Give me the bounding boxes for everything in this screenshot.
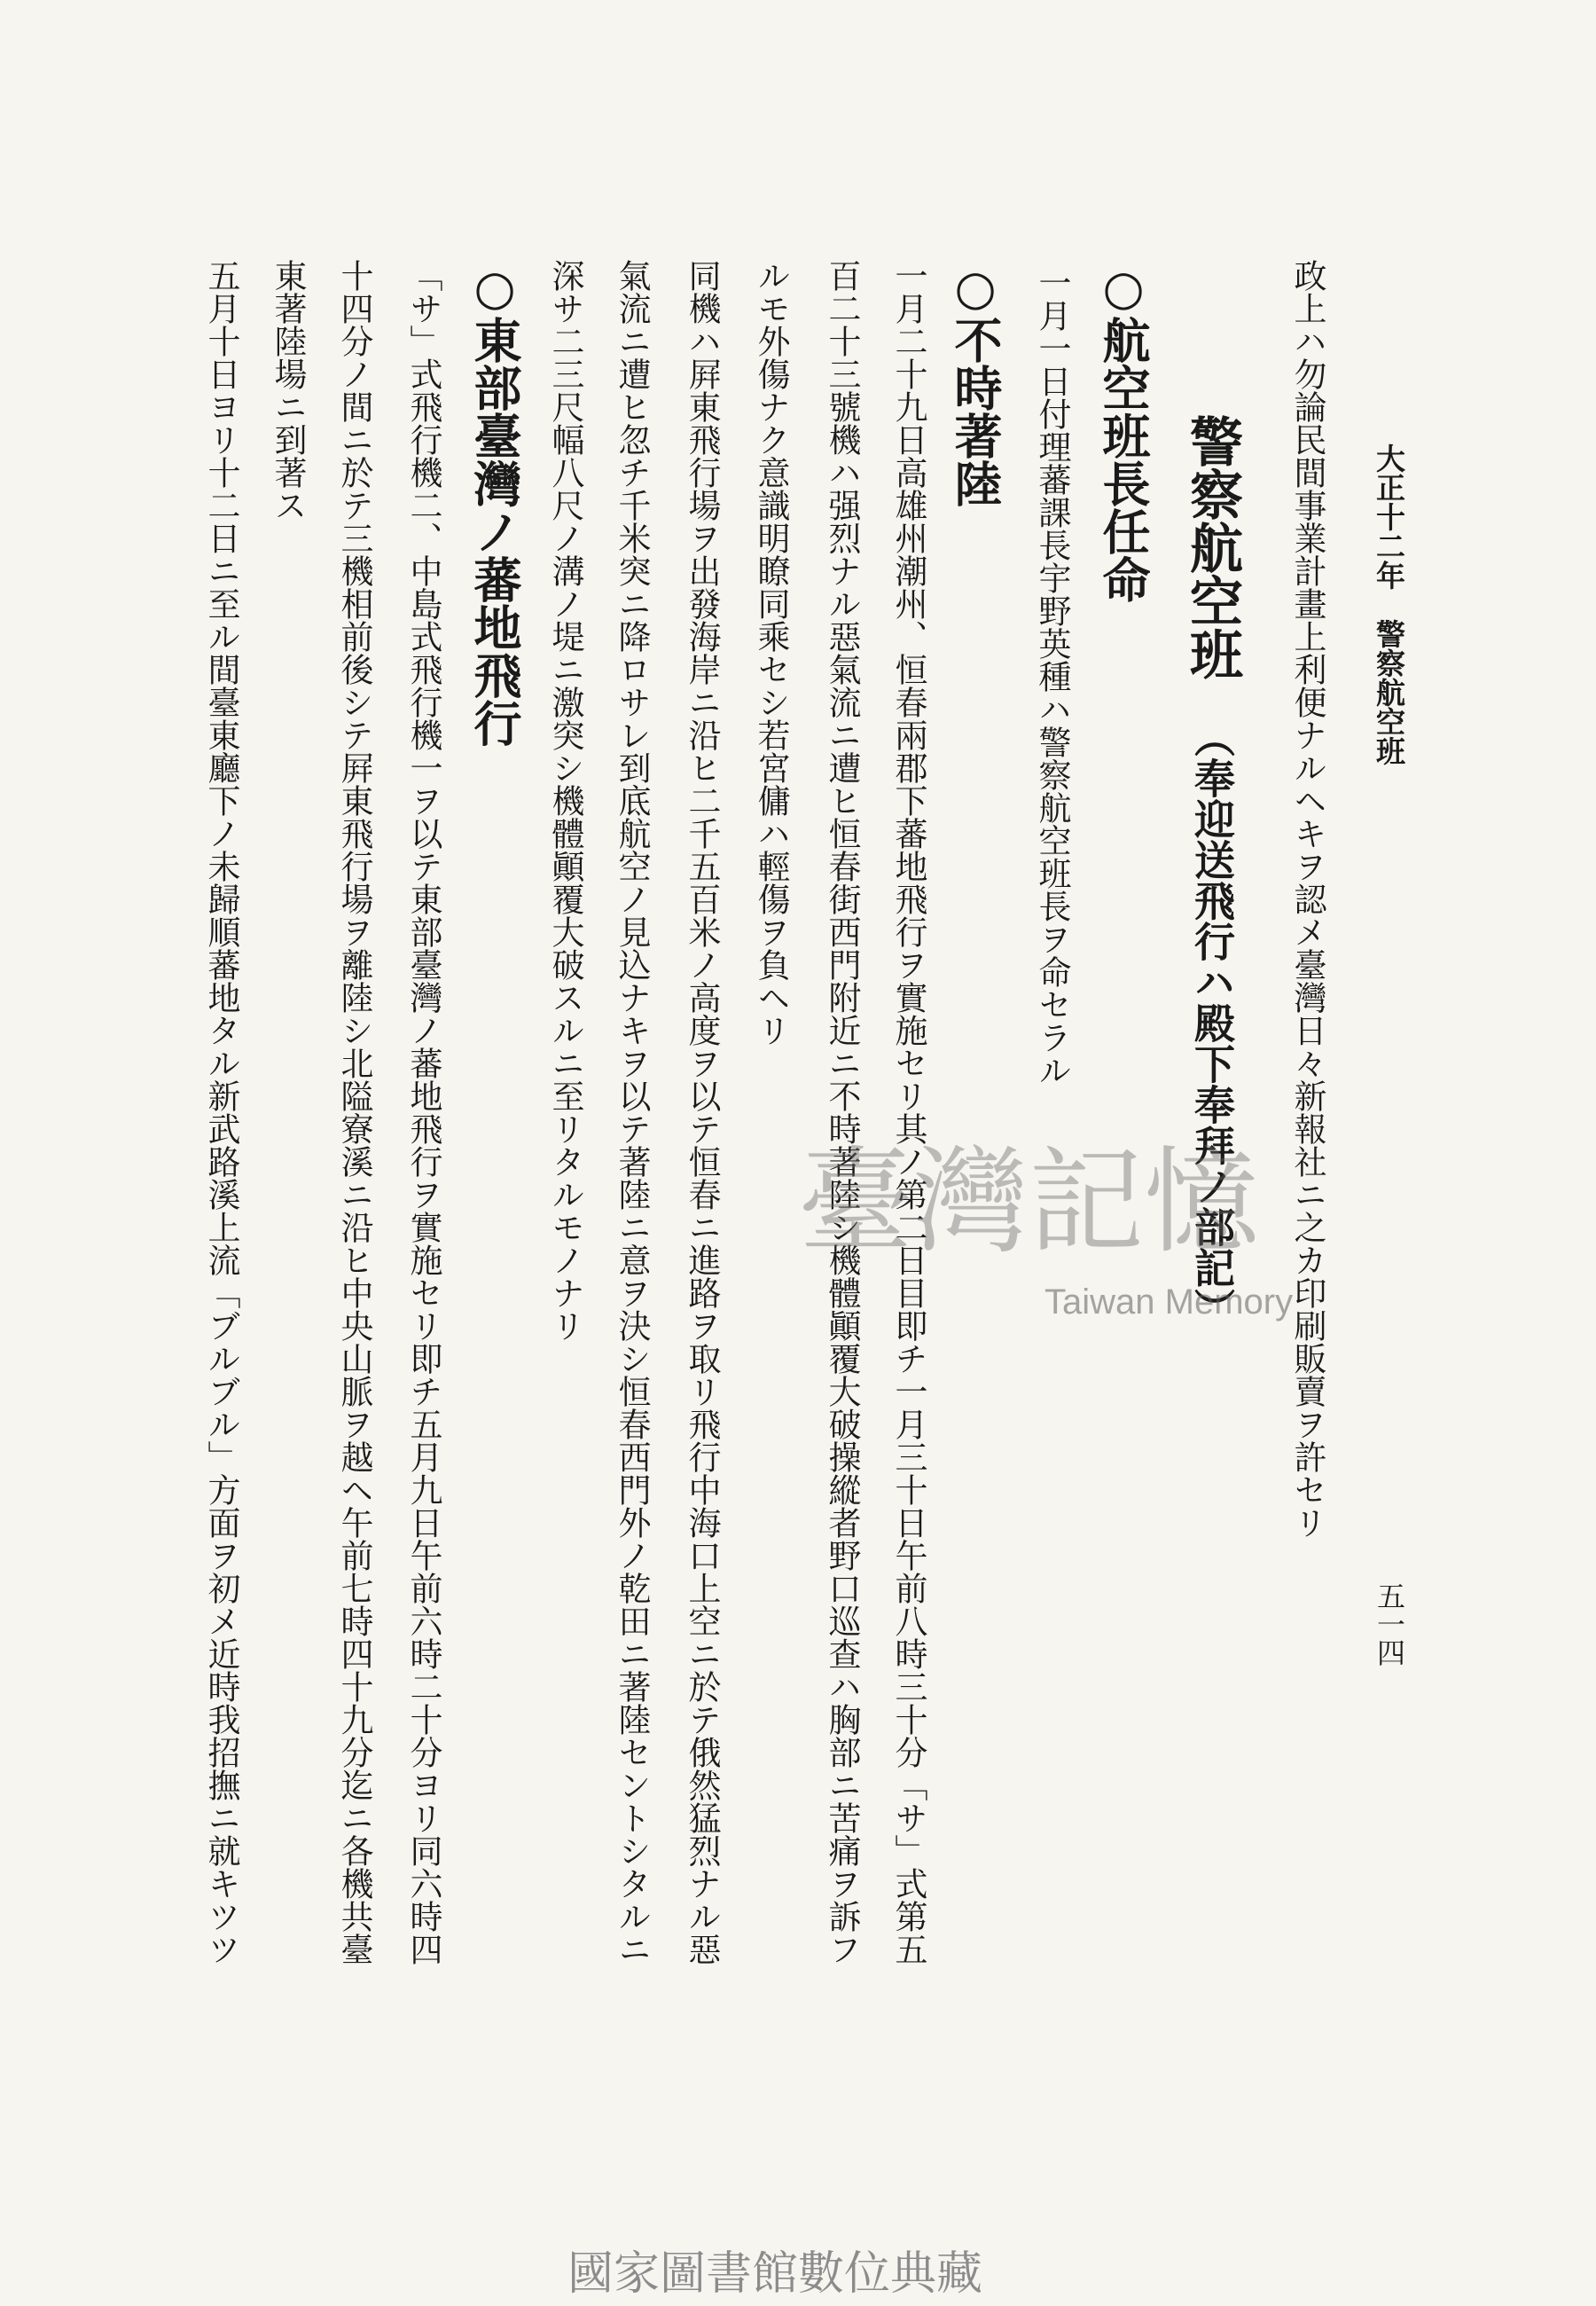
watermark-logo-text: 臺灣記憶 (798, 1134, 1260, 1269)
section-heading: ○東部臺灣ノ蕃地飛行 (466, 259, 523, 747)
section-text-line: 五月十日ヨリ十二日ニ至ル間臺東廳下ノ未歸順蕃地タル新武路溪上流「ブルブル」方面ヲ初メ近時我招撫ニ就キツツ (202, 259, 240, 1965)
footer-collection-credit: 國家圖書館數位典藏 (567, 2247, 983, 2301)
section-text-line: 一月一日付理蕃課長宇野英種ハ警察航空班長ヲ命セラル (1033, 266, 1071, 1086)
section-text-line: 百二十三號機ハ强烈ナル惡氣流ニ遭ヒ恒春街西門附近ニ不時著陸シ機體顚覆大破操縱者野口巡查ハ胸部ニ苦痛ヲ訴フ (823, 259, 861, 1965)
continuation-text: 政上ハ勿論民間事業計畫上利便ナルヘキヲ認メ臺灣日々新報社ニ之カ印刷販賣ヲ許セリ (1288, 259, 1326, 1539)
section-text-line: 一月二十九日高雄州潮州、恒春兩郡下蕃地飛行ヲ實施セリ其ノ第二日目即チ一月三十日午前八時三十分「サ」式第五 (889, 259, 927, 1965)
page-number: 五一四 (1373, 1581, 1406, 1667)
chapter-title: 警察航空班 (1181, 414, 1243, 680)
section-text-line: 東著陸場ニ到著ス (269, 259, 307, 522)
section-heading: ○航空班長任命 (1095, 259, 1152, 603)
section-text-line: 「サ」式飛行機二、中島式飛行機一ヲ以テ東部臺灣ノ蕃地飛行ヲ實施セリ即チ五月九日午前六時二十分ヨリ同六時四 (404, 259, 442, 1965)
section-text-line: ルモ外傷ナク意識明瞭同乘セシ若宮傭ハ輕傷ヲ負ヘリ (752, 259, 790, 1047)
section-text-line: 深サ二三尺幅八尺ノ溝ノ堤ニ激突シ機體顚覆大破スルニ至リタルモノナリ (546, 259, 584, 1342)
running-title: 大正十二年 警察航空班 (1372, 443, 1406, 765)
chapter-note: （奉迎送飛行ハ殿下奉拜ノ部記） (1188, 717, 1236, 1329)
watermark-subtitle: Taiwan Memory (1044, 1282, 1294, 1322)
section-text-line: 十四分ノ間ニ於テ三機相前後シテ屛東飛行場ヲ離陸シ北隘寮溪ニ沿ヒ中央山脈ヲ越ヘ午前七時四十九分迄ニ各機共臺 (335, 259, 373, 1965)
section-text-line: 同機ハ屛東飛行場ヲ出發海岸ニ沿ヒ二千五百米ノ高度ヲ以テ恒春ニ進路ヲ取リ飛行中海口上空ニ於テ俄然猛烈ナル惡 (683, 259, 721, 1965)
section-heading: ○不時著陸 (947, 259, 1004, 507)
section-text-line: 氣流ニ遭ヒ忽チ千米突ニ降ロサレ到底航空ノ見込ナキヲ以テ著陸ニ意ヲ決シ恒春西門外ノ乾田ニ著陸セントシタルニ (613, 259, 651, 1965)
